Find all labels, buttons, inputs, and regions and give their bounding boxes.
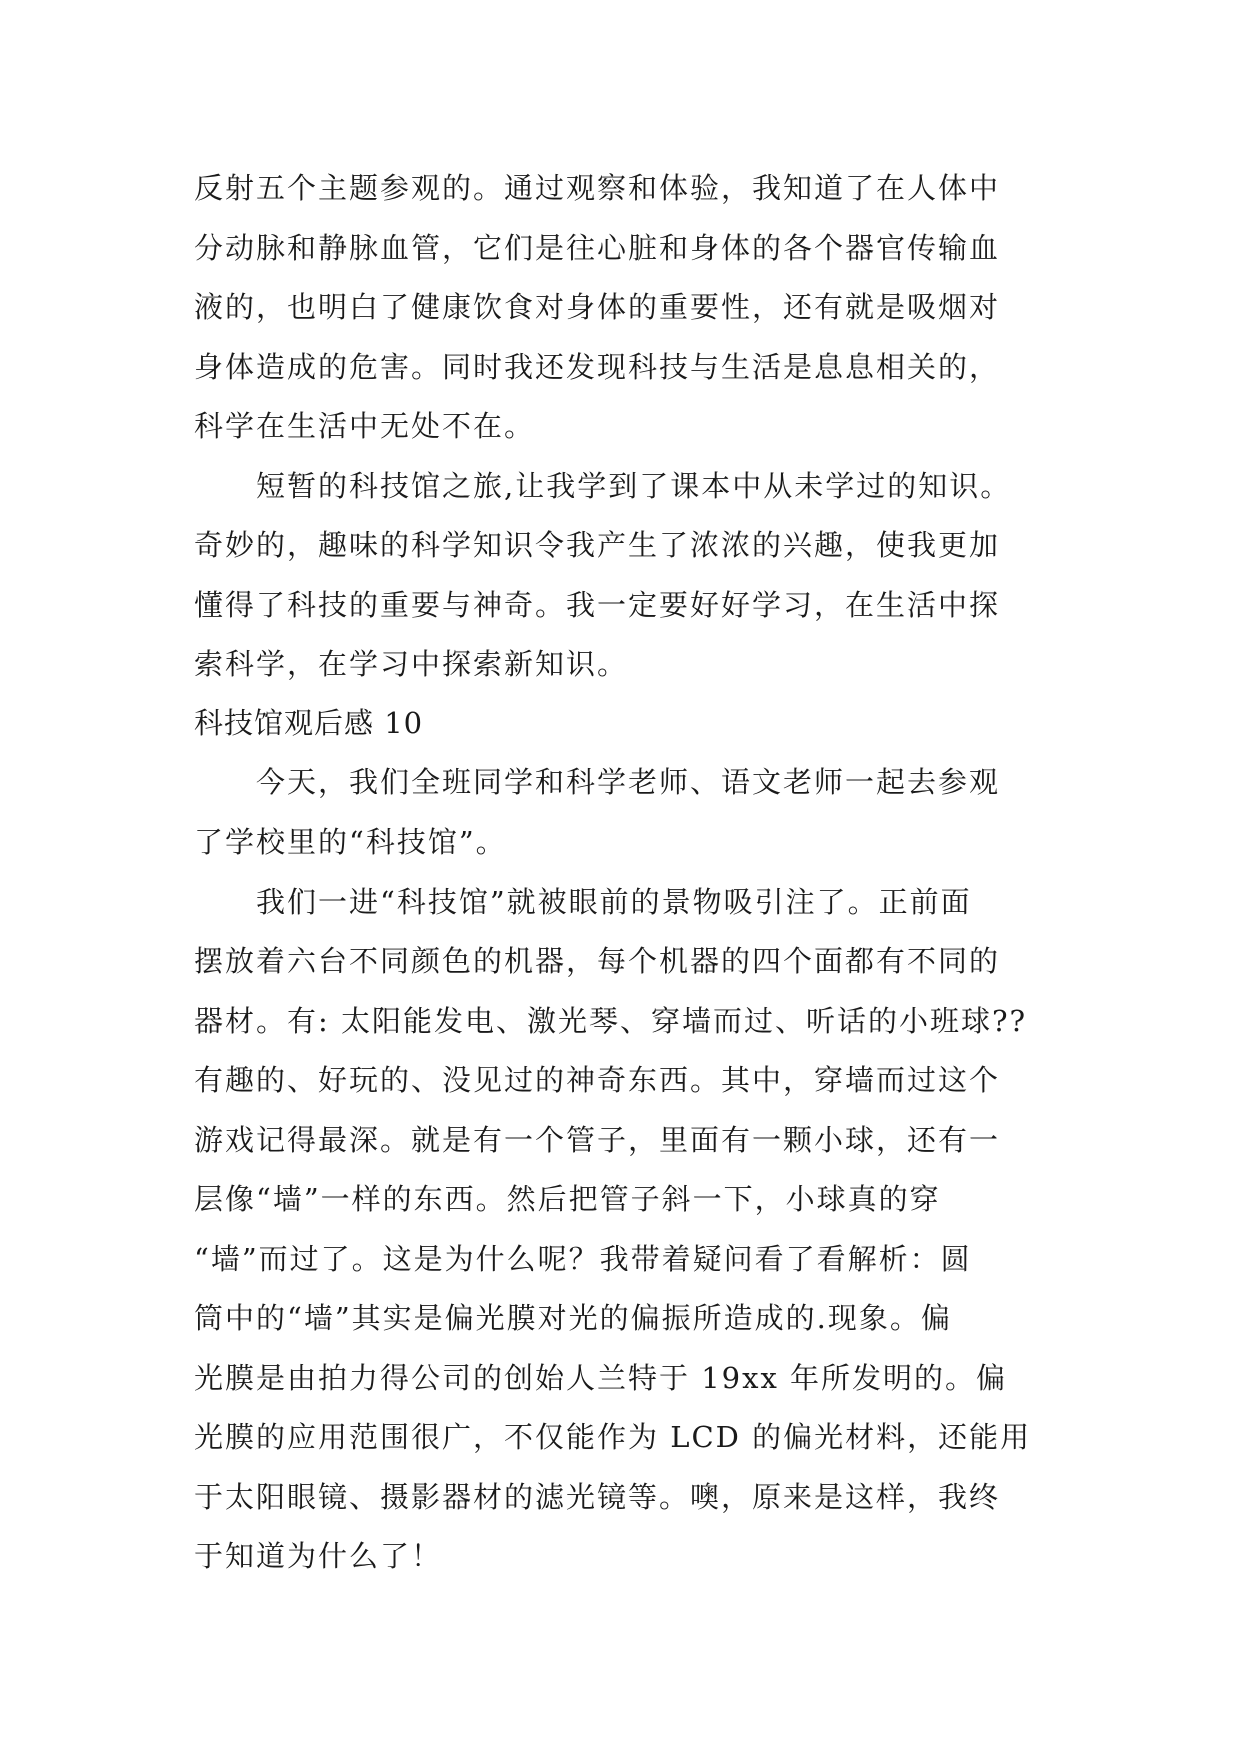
text-line-24: 于知道为什么了！: [194, 1539, 443, 1573]
text-line-3: 液的，也明白了健康饮食对身体的重要性，还有就是吸烟对: [194, 290, 1001, 324]
text-line-8: 懂得了科技的重要与神奇。我一定要好好学习，在生活中探: [194, 588, 1001, 622]
text-line-1: 反射五个主题参观的。通过观察和体验，我知道了在人体中: [194, 171, 1001, 205]
paragraph-start-line: 今天，我们全班同学和科学老师、语文老师一起去参观: [256, 765, 1001, 799]
text-line-16: 有趣的、好玩的、没见过的神奇东西。其中，穿墙而过这个: [194, 1063, 1001, 1097]
text-line-20: 筒中的“墙”其实是偏光膜对光的偏振所造成的.现象。偏: [194, 1301, 952, 1335]
text-line-4: 身体造成的危害。同时我还发现科技与生活是息息相关的，: [194, 350, 1001, 384]
text-line-2: 分动脉和静脉血管，它们是往心脏和身体的各个器官传输血: [194, 231, 1001, 265]
text-line-22: 光膜的应用范围很广，不仅能作为 LCD 的偏光材料，还能用: [194, 1420, 1032, 1454]
section-heading: 科技馆观后感 10: [194, 706, 424, 740]
text-line-12: 了学校里的“科技馆”。: [194, 825, 507, 859]
text-line-7: 奇妙的，趣味的科学知识令我产生了浓浓的兴趣，使我更加: [194, 528, 1001, 562]
paragraph-start-line: 我们一进“科技馆”就被眼前的景物吸引注了。正前面: [256, 885, 972, 919]
text-line-9: 索科学，在学习中探索新知识。: [194, 647, 629, 681]
text-line-15: 器材。有: 太阳能发电、激光琴、穿墙而过、听话的小班球??: [194, 1004, 1028, 1038]
text-line-18: 层像“墙”一样的东西。然后把管子斜一下，小球真的穿: [194, 1182, 941, 1216]
paragraph-start-line: 短暂的科技馆之旅,让我学到了课本中从未学过的知识。: [256, 469, 1012, 503]
text-line-19: “墙”而过了。这是为什么呢？我带着疑问看了看解析：圆: [194, 1242, 972, 1276]
text-line-17: 游戏记得最深。就是有一个管子，里面有一颗小球，还有一: [194, 1123, 1001, 1157]
text-line-21: 光膜是由拍力得公司的创始人兰特于 19xx 年所发明的。偏: [194, 1361, 1008, 1395]
text-line-23: 于太阳眼镜、摄影器材的滤光镜等。噢，原来是这样，我终: [194, 1480, 1001, 1514]
text-line-5: 科学在生活中无处不在。: [194, 409, 536, 443]
text-line-14: 摆放着六台不同颜色的机器，每个机器的四个面都有不同的: [194, 944, 1001, 978]
